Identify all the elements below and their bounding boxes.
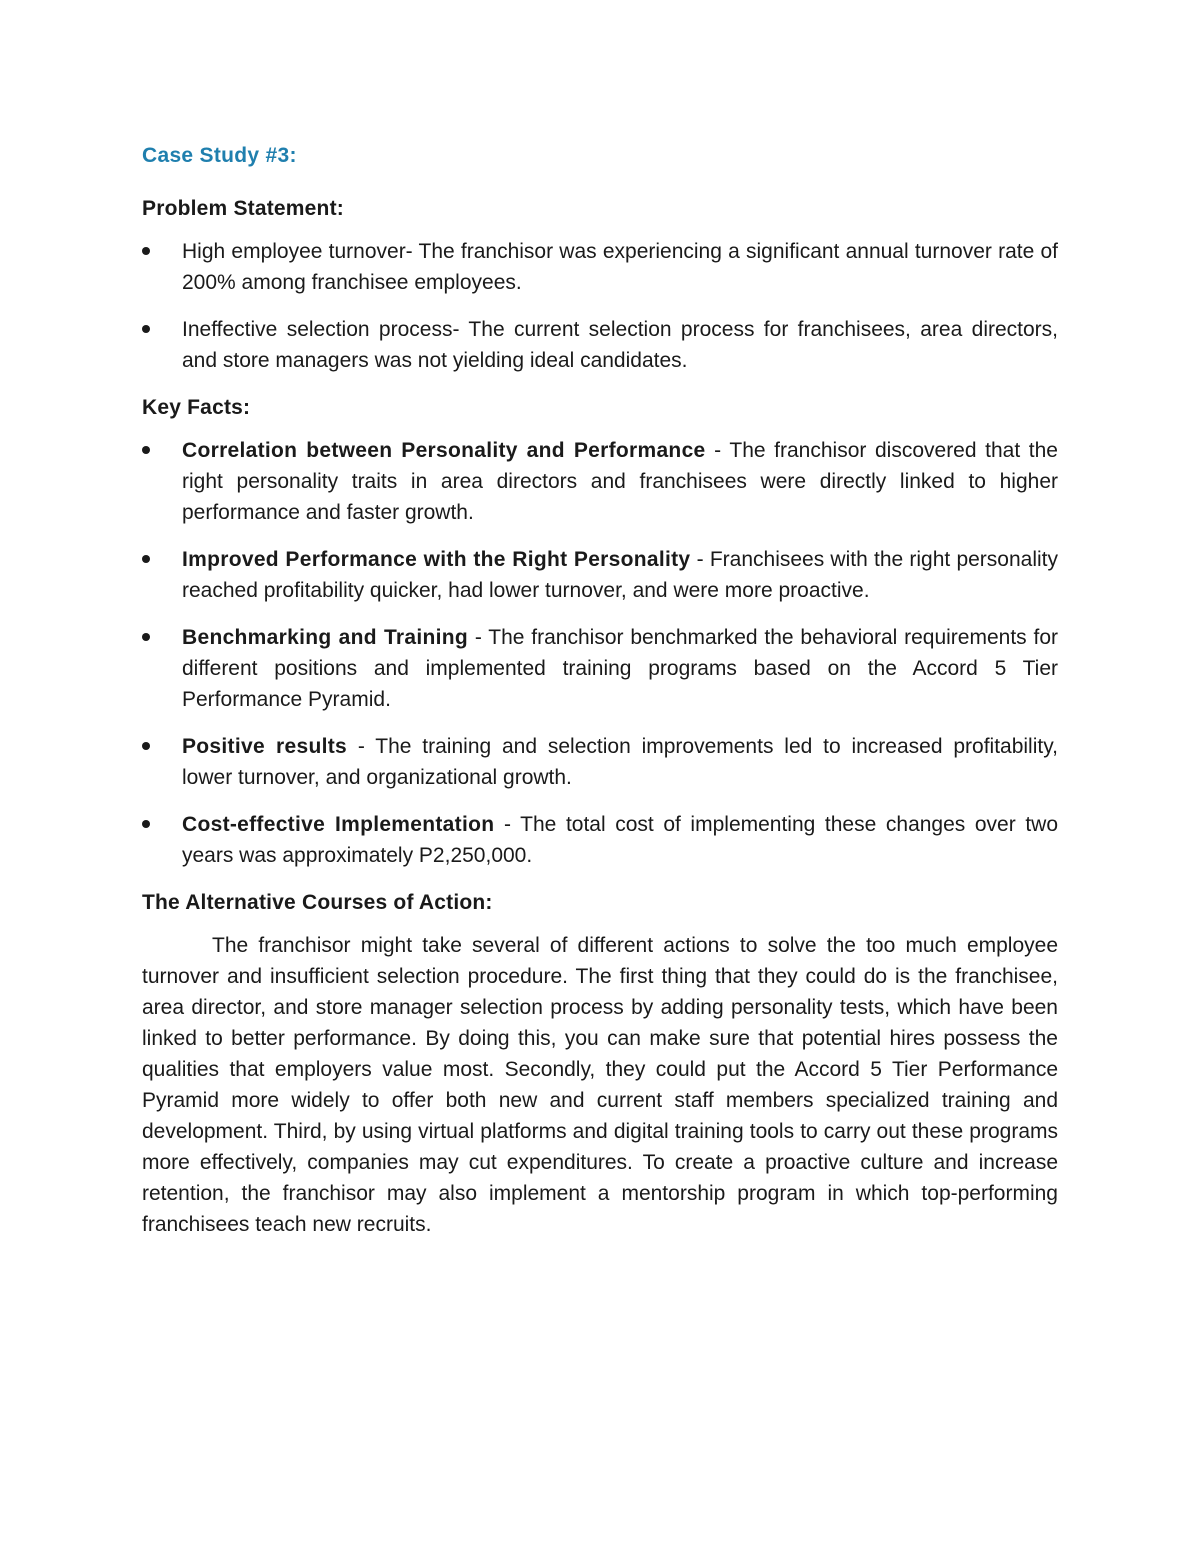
fact-item bbox=[142, 731, 1058, 793]
fact-term: Positive results bbox=[182, 735, 348, 758]
fact-term: Benchmarking and Training bbox=[182, 626, 469, 649]
fact-text: - The franchisor discovered that the right personality traits in area directors and franchisees were directly linked to higher performance and faster growth. bbox=[182, 439, 1058, 524]
fact-text: - The franchisor benchmarked the behavioral requirements for different positions and implemented training programs based on the Accord 5 Tier Performance Pyramid. bbox=[182, 626, 1058, 711]
problem-statement-heading: Problem Statement: bbox=[142, 197, 344, 220]
fact-term: Improved Performance with the Right Personality bbox=[182, 548, 691, 571]
key-facts-list bbox=[142, 435, 1058, 871]
fact-term: Correlation between Personality and Performance bbox=[182, 439, 706, 462]
problem-item bbox=[142, 314, 1058, 376]
problem-item bbox=[142, 236, 1058, 298]
fact-text: - The total cost of implementing these changes over two years was approximately P2,250,000. bbox=[182, 813, 1059, 867]
fact-text: - The training and selection improvements led to increased profitability, lower turnover, and organizational growth. bbox=[182, 735, 1058, 789]
bullet-icon bbox=[142, 446, 150, 454]
bullet-icon bbox=[142, 820, 150, 828]
bullet-icon bbox=[142, 325, 150, 333]
problem-item-text: High employee turnover- The franchisor was experiencing a significant annual turnover rate of 200% among franchisee employees. bbox=[182, 240, 1058, 294]
fact-item bbox=[142, 809, 1058, 871]
fact-term: Cost-effective Implementation bbox=[182, 813, 495, 836]
alternatives-heading: The Alternative Courses of Action: bbox=[142, 891, 493, 914]
document-page bbox=[142, 138, 1058, 1240]
bullet-icon bbox=[142, 742, 150, 750]
fact-text: - Franchisees with the right personality reached profitability quicker, had lower turnover, and were more proactive. bbox=[182, 548, 1058, 602]
bullet-icon bbox=[142, 247, 150, 255]
fact-item bbox=[142, 435, 1058, 528]
bullet-icon bbox=[142, 555, 150, 563]
fact-item bbox=[142, 544, 1058, 606]
problem-list bbox=[142, 236, 1058, 376]
bullet-icon bbox=[142, 633, 150, 641]
key-facts-heading: Key Facts: bbox=[142, 396, 251, 419]
alternatives-paragraph: The franchisor might take several of different actions to solve the too much employee turnover and insufficient selection procedure. The first thing that they could do is the franchisee, area director, and store manager selection process by adding personality tests, which have been linked to better performance. By doing this, you can make sure that potential hires possess the qualities that employers value most. Secondly, they could put the Accord 5 Tier Performance Pyramid more widely to offer both new and current staff members specialized training and development. Third, by using virtual platforms and digital training tools to carry out these programs more effectively, companies may cut expenditures. To create a proactive culture and increase retention, the franchisor may also implement a mentorship program in which top-performing franchisees teach new recruits. bbox=[142, 934, 1058, 1236]
problem-item-text: Ineffective selection process- The current selection process for franchisees, area directors, and store managers was not yielding ideal candidates. bbox=[182, 318, 1058, 372]
document-title: Case Study #3: bbox=[142, 144, 297, 167]
fact-item bbox=[142, 622, 1058, 715]
